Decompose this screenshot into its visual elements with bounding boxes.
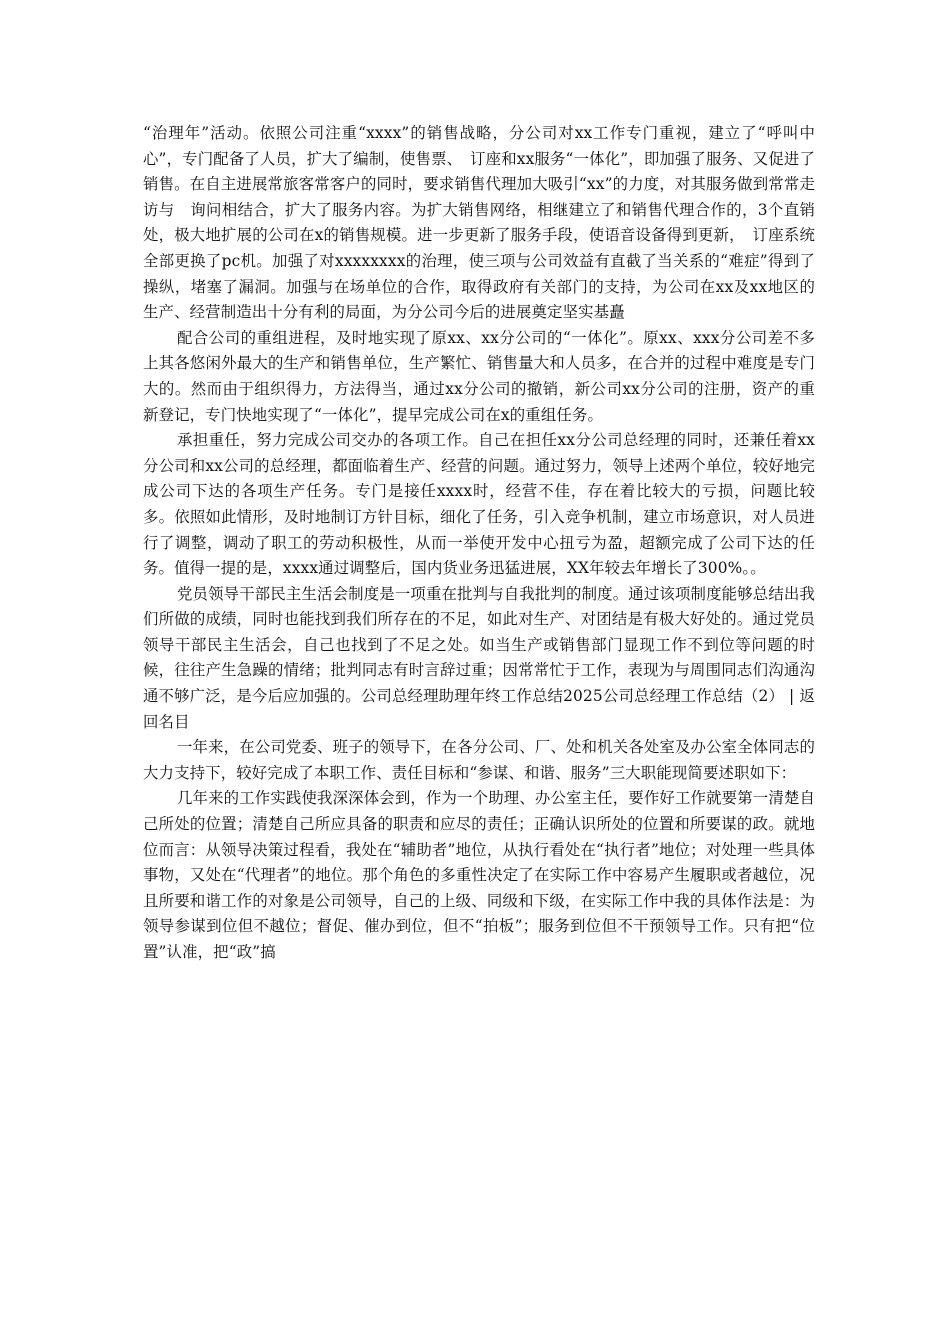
document-body <box>143 121 815 966</box>
paragraph-6: 几年来的工作实践使我深深体会到，作为一个助理、办公室主任，要作好工作就要第一清楚自己所处的位置；清楚自己所应具备的职责和应尽的责任；正确认识所处的位置和所要谋的政。就地位而言：从领导决策过程看，我处在“辅助者”地位，从执行看处在“执行者”地位；对处理一些具体事物，又处在“代理者”的地位。那个角色的多重性决定了在实际工作中容易产生履职或者越位，况且所要和谐工作的对象是公司领导，自己的上级、同级和下级，在实际工作中我的具体作法是：为领导参谋到位但不越位；督促、催办到位，但不“拍板”；服务到位但不干预领导工作。只有把“位置”认准，把“政”搞 <box>143 789 815 961</box>
paragraph-5: 一年来，在公司党委、班子的领导下，在各分公司、厂、处和机关各处室及办公室全体同志的大力支持下，较好完成了本职工作、责任目标和“参谋、和谐、服务”三大职能现简要述职如下： <box>143 738 815 782</box>
paragraph-4: 党员领导干部民主生活会制度是一项重在批判与自我批判的制度。通过该项制度能够总结出我们所做的成绩，同时也能找到我们所存在的不足，如此对生产、对团结是有极大好处的。通过党员领导干部民主生活会，自己也找到了不足之处。如当生产或销售部门显现工作不到位等问题的时候，往往产生急躁的情绪；批判同志有时言辞过重；因常常忙于工作，表现为与周围同志们沟通沟通不够广泛，是今后应加强的。公司总经理助理年终工作总结2025公司总经理工作总结（2） | 返回名目 <box>143 584 815 731</box>
paragraph-3: 承担重任，努力完成公司交办的各项工作。自己在担任xx分公司总经理的同时，还兼任着xx分公司和xx公司的总经理，都面临着生产、经营的问题。通过努力，领导上述两个单位，较好地完成公司下达的各项生产任务。专门是接任xxxx时，经营不佳，存在着比较大的亏损，问题比较多。依照如此情形，及时地制订方针目标，细化了任务，引入竞争机制，建立市场意识，对人员进行了调整，调动了职工的劳动积极性，从而一举使开发中心扭亏为盈，超额完成了公司下达的任务。值得一提的是，xxxx通过调整后，国内货业务迅猛进展，XX年较去年增长了300%。。 <box>143 431 815 578</box>
paragraph-2: 配合公司的重组进程，及时地实现了原xx、xx分公司的“一体化”。原xx、xxx分公司差不多上其各悠闲外最大的生产和销售单位，生产繁忙、销售量大和人员多，在合并的过程中难度是专门大的。然而由于组织得力，方法得当，通过xx分公司的撤销，新公司xx分公司的注册，资产的重新登记，专门快地实现了“一体化”，提早完成公司在x的重组任务。 <box>143 328 815 424</box>
paragraph-1: “治理年”活动。依照公司注重“xxxx”的销售战略，分公司对xx工作专门重视，建立了“呼叫中心”，专门配备了人员，扩大了编制，使售票、 订座和xx服务“一体化”，即加强了服务、又促进了销售。在自主进展常旅客常客户的同时，要求销售代理加大吸引“xx”的力度，对其服务做到常常走访与 询问相结合，扩大了服务内容。为扩大销售网络，相继建立了和销售代理合作的，3个直销处，极大地扩展的公司在x的销售规模。进一步更新了服务手段，使语音设备得到更新， 订座系统全部更换了pc机。加强了对xxxxxxxx的治理，使三项与公司效益有直截了当关系的“难症”得到了操纵，堵塞了漏洞。加强与在场单位的合作，取得政府有关部门的支持，为公司在xx及xx地区的生产、经营制造出十分有利的局面，为分公司今后的进展奠定坚实基矗 <box>143 124 815 322</box>
